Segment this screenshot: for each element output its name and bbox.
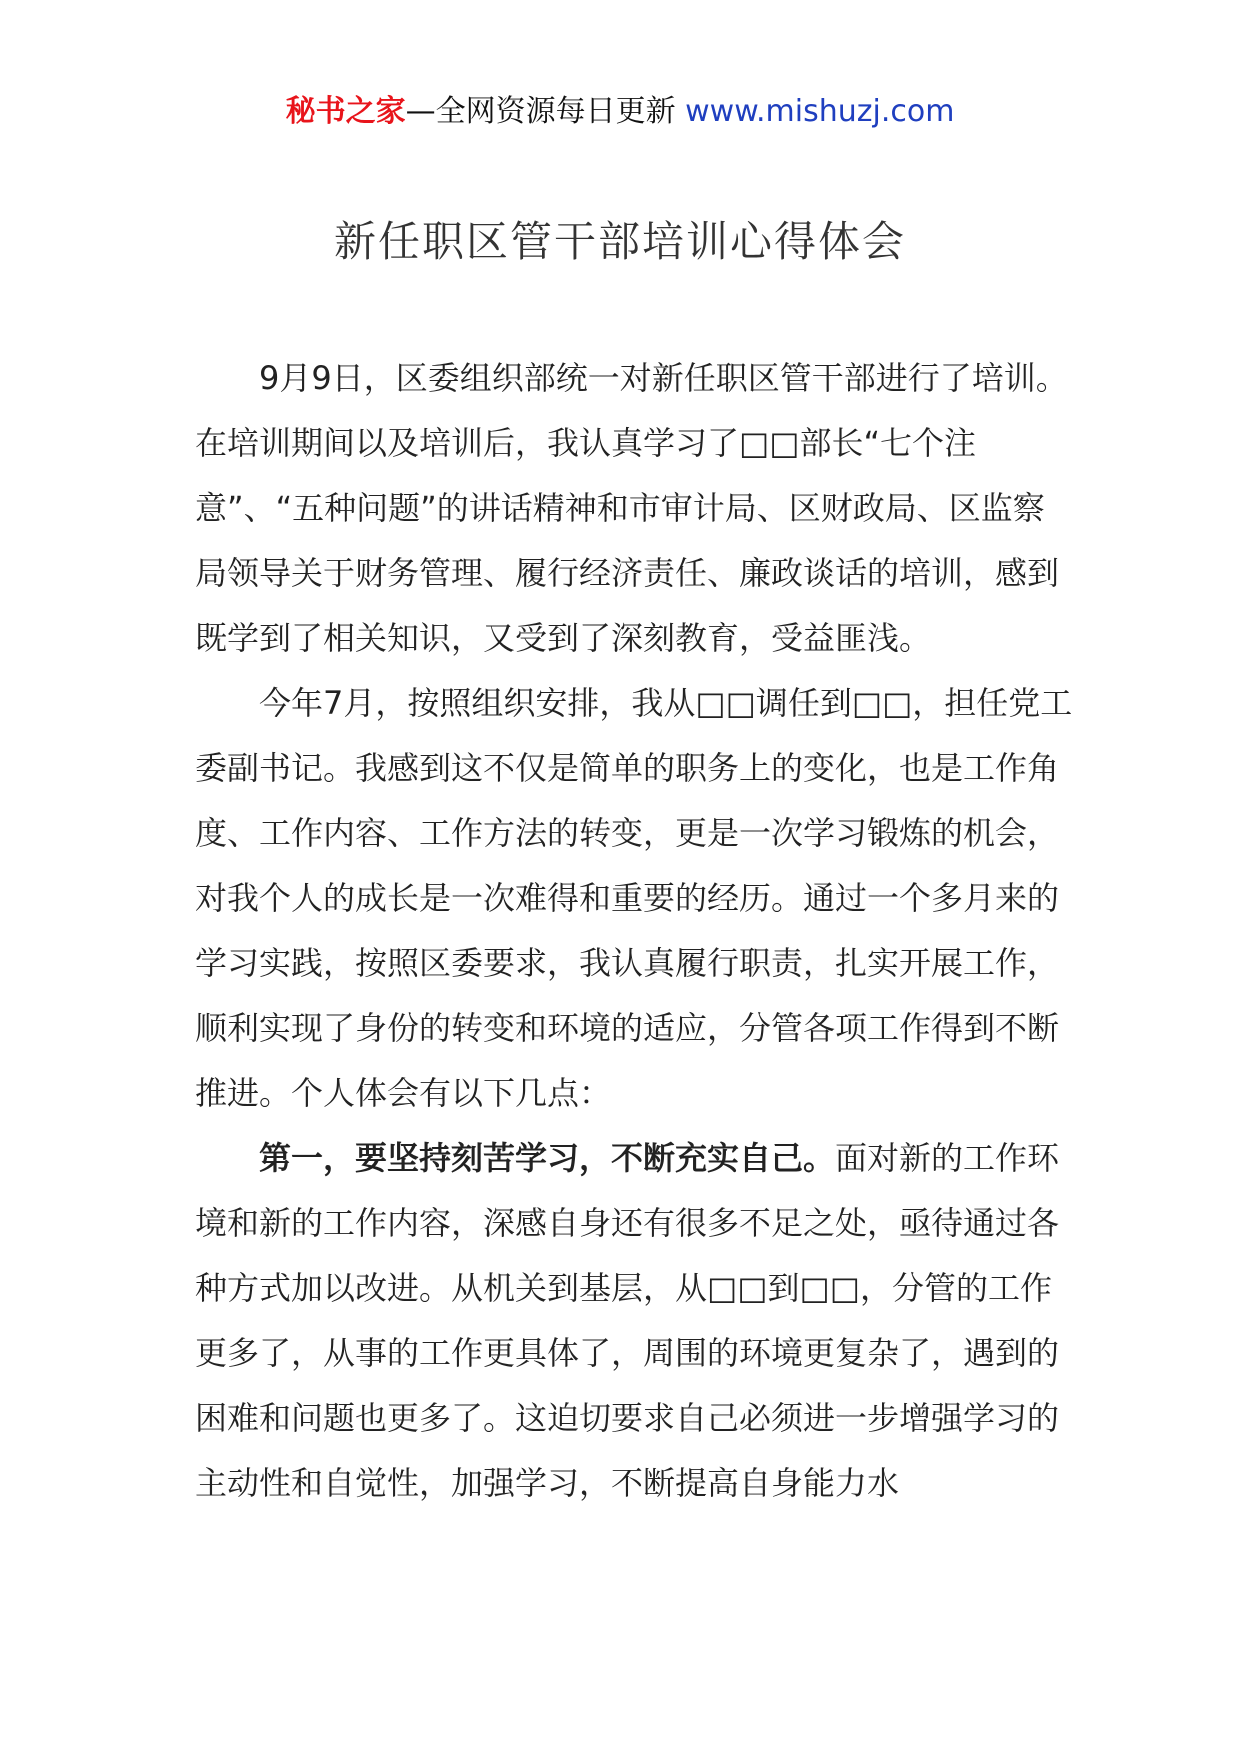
paragraph-2 [195, 671, 1075, 1126]
paragraph-3-text: 面对新的工作环境和新的工作内容，深感自身还有很多不足之处，亟待通过各种方式加以改进。从机关到基层，从□□到□□，分管的工作更多了，从事的工作更具体了，周围的环境更复杂了，遇到的困难和问题也更多了。这迫切要求自己必须进一步增强学习的主动性和自觉性，加强学习，不断提高自身能力水 [195, 1139, 1060, 1502]
document-title: 新任职区管干部培训心得体会 [333, 217, 906, 266]
site-url-link[interactable]: www.mishuzj.com [685, 94, 955, 129]
paragraph-1-text: 9月9日，区委组织部统一对新任职区管干部进行了培训。在培训期间以及培训后，我认真学习了□□部长“七个注意”、“五种问题”的讲话精神和市审计局、区财政局、区监察局领导关于财务管理、履行经济责任、廉政谈话的培训，感到既学到了相关知识，又受到了深刻教育，受益匪浅。 [195, 359, 1068, 657]
paragraph-2-text: 今年7月，按照组织安排，我从□□调任到□□，担任党工委副书记。我感到这不仅是简单的职务上的变化，也是工作角度、工作内容、工作方法的转变，更是一次学习锻炼的机会，对我个人的成长是一次难得和重要的经历。通过一个多月来的学习实践，按照区委要求，我认真履行职责，扎实开展工作，顺利实现了身份的转变和环境的适应，分管各项工作得到不断推进。个人体会有以下几点： [195, 684, 1073, 1112]
paragraph-1 [195, 346, 1075, 671]
site-slogan: —全网资源每日更新 [405, 94, 676, 129]
paragraph-3-lead: 第一，要坚持刻苦学习，不断充实自己。 [259, 1139, 836, 1177]
document-body [195, 346, 1075, 1516]
paragraph-3 [195, 1126, 1075, 1516]
site-brand: 秘书之家 [285, 94, 406, 129]
site-header [0, 92, 1240, 132]
